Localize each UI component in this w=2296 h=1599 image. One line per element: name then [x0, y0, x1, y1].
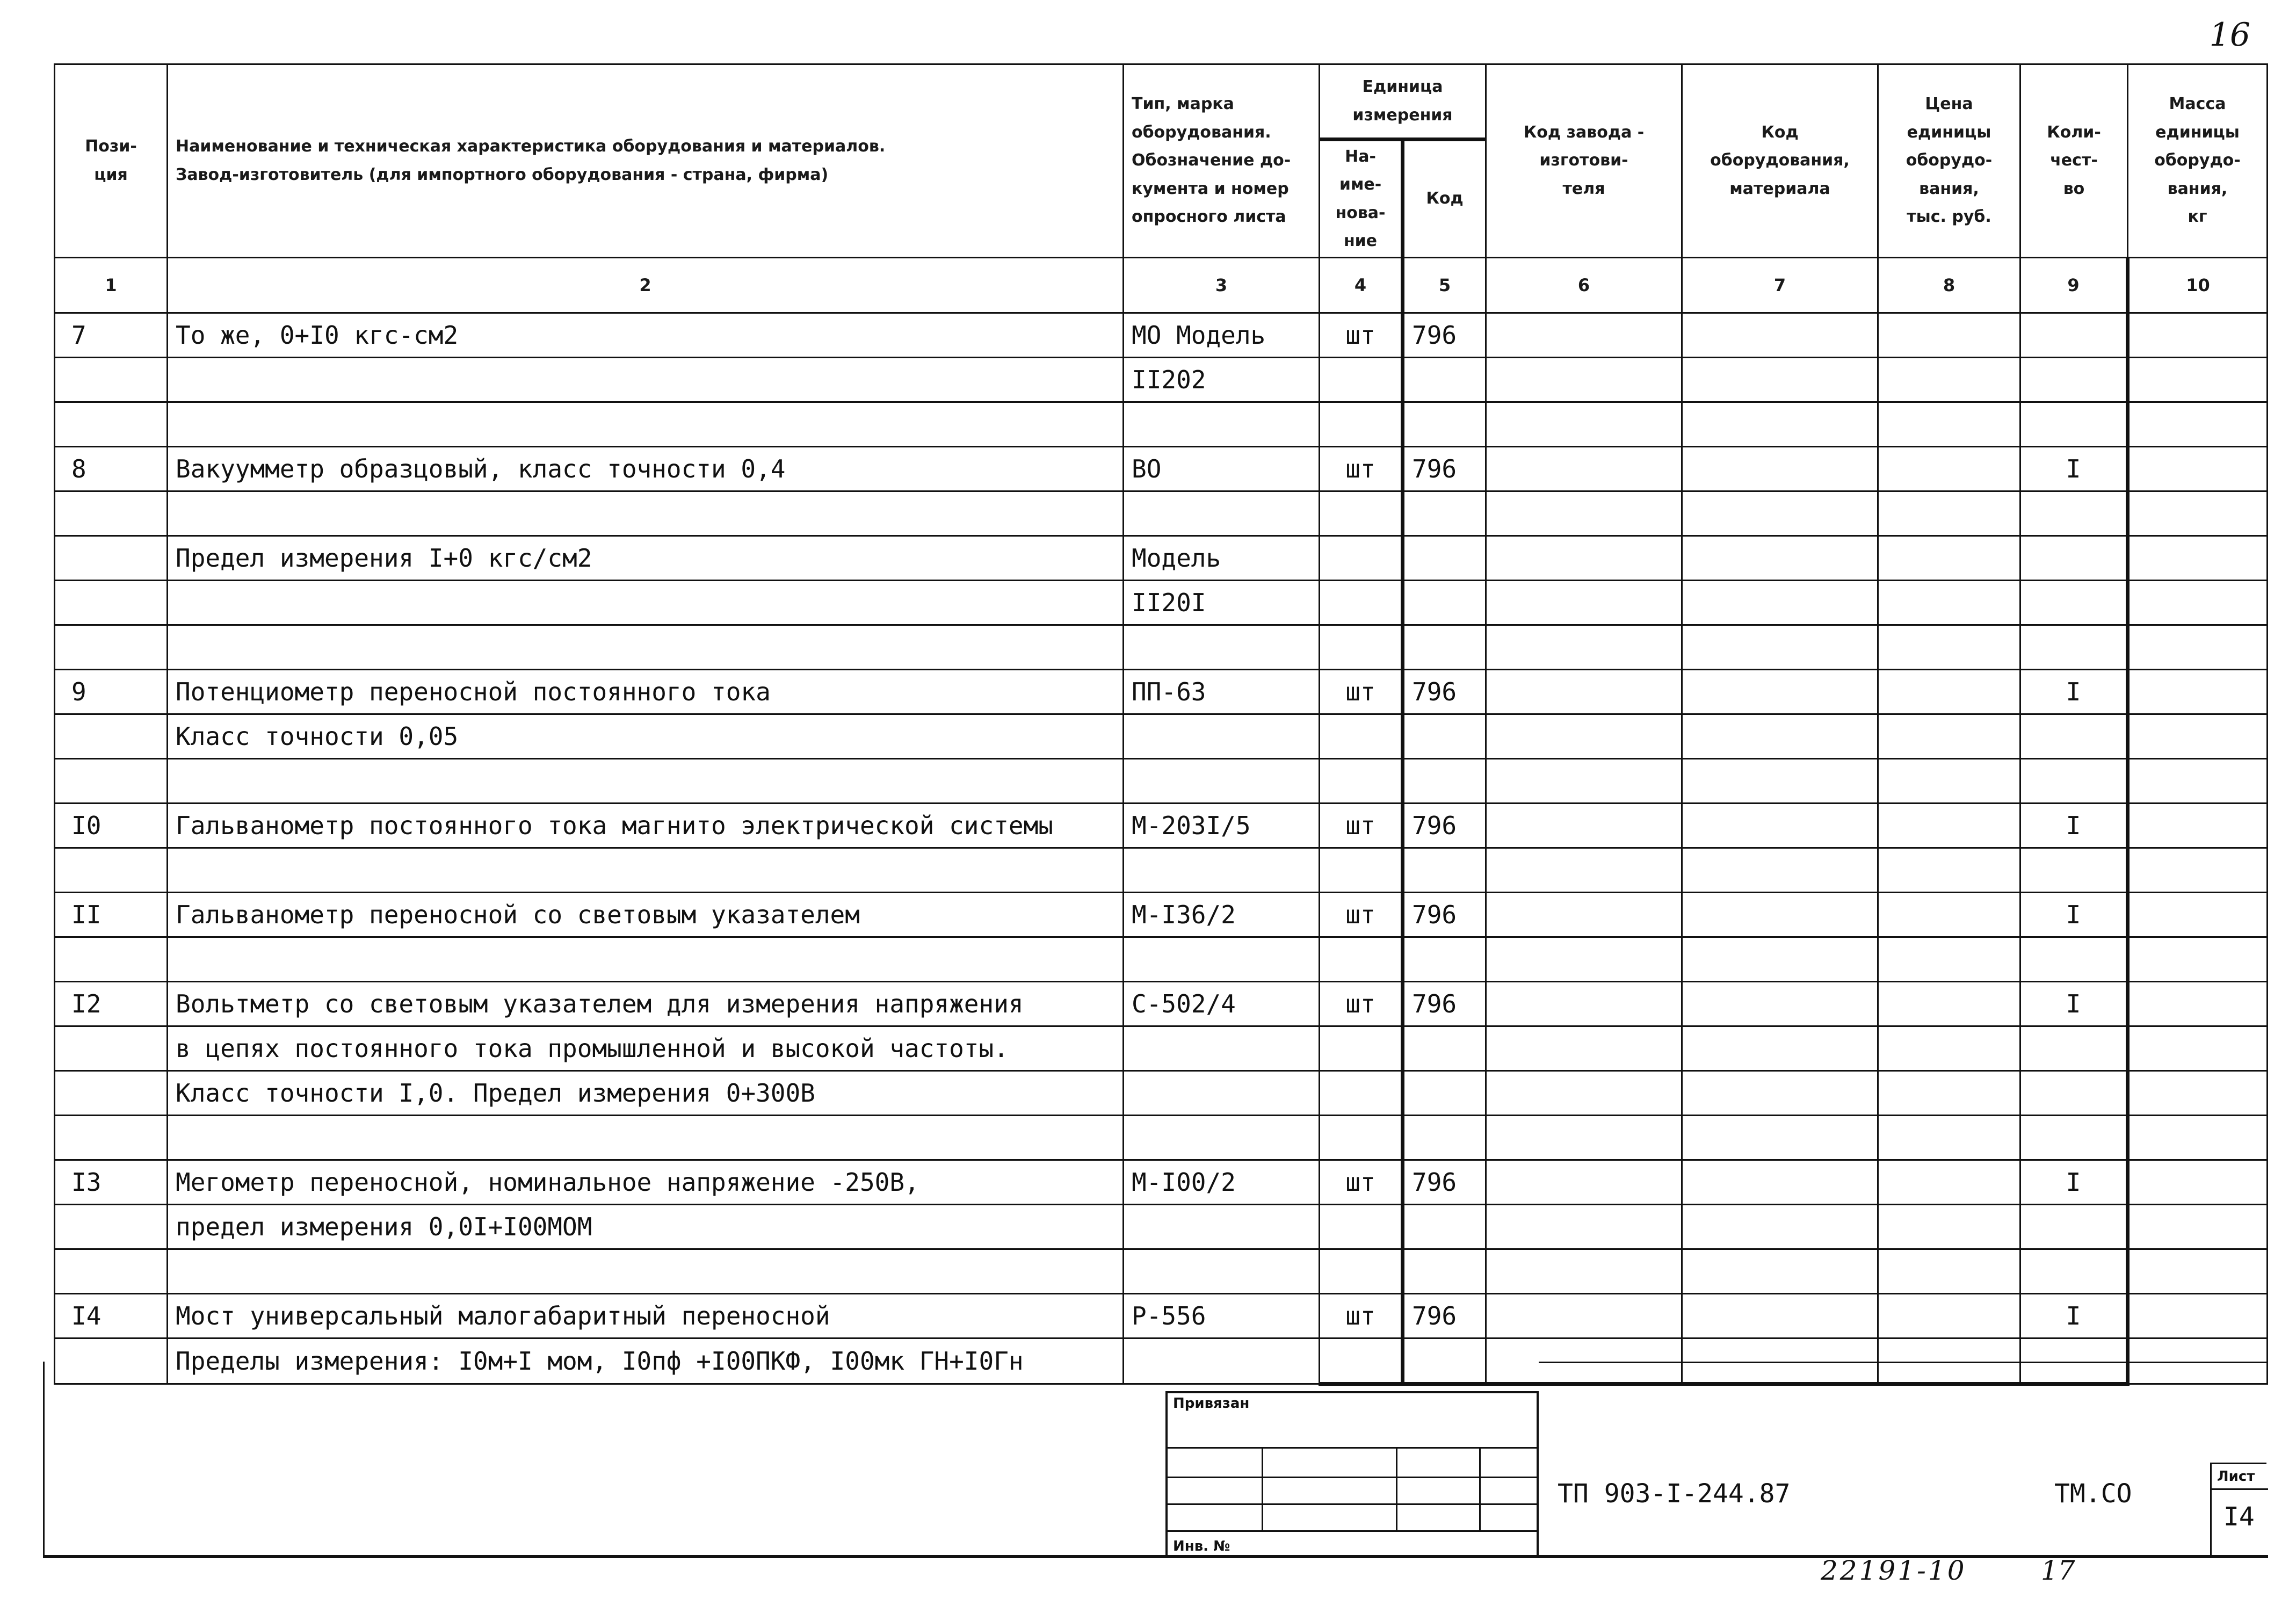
- price-cell: [1878, 714, 2020, 759]
- unit-name-cell: шт: [1320, 1294, 1403, 1338]
- plant-code-cell: [1486, 1071, 1682, 1116]
- unit-code-cell: 796: [1403, 670, 1486, 714]
- mass-cell: [2128, 491, 2268, 536]
- type-cell: ПП-63: [1124, 670, 1320, 714]
- mass-cell: [2128, 804, 2268, 848]
- position-cell: [55, 1026, 168, 1071]
- unit-name-cell: [1320, 581, 1403, 625]
- name-cell: [168, 625, 1124, 670]
- unit-code-cell: [1403, 759, 1486, 804]
- unit-name-cell: [1320, 1071, 1403, 1116]
- name-cell: Мост универсальный малогабаритный переносной: [168, 1294, 1124, 1338]
- table-row: [55, 804, 2268, 848]
- column-number: 7: [1682, 258, 1878, 313]
- table-row: [55, 313, 2268, 358]
- plant-code-cell: [1486, 1026, 1682, 1071]
- quantity-cell: [2020, 313, 2128, 358]
- stamp-title: Привязан: [1173, 1395, 1250, 1412]
- table-row: [55, 937, 2268, 982]
- equipment-code-cell: [1682, 804, 1878, 848]
- unit-code-cell: [1403, 536, 1486, 581]
- mass-cell: [2128, 536, 2268, 581]
- mass-cell: [2128, 1026, 2268, 1071]
- equipment-code-cell: [1682, 491, 1878, 536]
- type-cell: Модель: [1124, 536, 1320, 581]
- equipment-code-cell: [1682, 581, 1878, 625]
- name-cell: Предел измерения I+0 кгс/см2: [168, 536, 1124, 581]
- name-cell: Пределы измерения: I0м+I мом, I0пф +I00ПКФ, I00мк ГН+I0Гн: [168, 1338, 1124, 1384]
- position-cell: [55, 937, 168, 982]
- position-cell: [55, 358, 168, 402]
- quantity-cell: I: [2020, 670, 2128, 714]
- binding-stamp: [1165, 1391, 1539, 1558]
- type-cell: [1124, 625, 1320, 670]
- name-cell: То же, 0+I0 кгс-см2: [168, 313, 1124, 358]
- plant-code-cell: [1486, 491, 1682, 536]
- price-cell: [1878, 1160, 2020, 1205]
- type-cell: II20I: [1124, 581, 1320, 625]
- header-quantity: Коли- чест- во: [2020, 64, 2128, 258]
- quantity-cell: [2020, 536, 2128, 581]
- price-cell: [1878, 670, 2020, 714]
- name-cell: [168, 848, 1124, 893]
- quantity-cell: [2020, 581, 2128, 625]
- unit-name-cell: [1320, 358, 1403, 402]
- price-cell: [1878, 804, 2020, 848]
- quantity-cell: [2020, 1249, 2128, 1294]
- equipment-code-cell: [1682, 670, 1878, 714]
- sheet-box: [2210, 1463, 2266, 1557]
- equipment-specification-table: [54, 63, 2268, 1386]
- equipment-code-cell: [1682, 982, 1878, 1026]
- equipment-code-cell: [1682, 1294, 1878, 1338]
- plant-code-cell: [1486, 1116, 1682, 1160]
- name-cell: Класс точности 0,05: [168, 714, 1124, 759]
- archive-page: 17: [2041, 1555, 2075, 1586]
- header-unit-group: Единица измерения: [1320, 64, 1486, 140]
- price-cell: [1878, 1026, 2020, 1071]
- unit-code-cell: [1403, 1026, 1486, 1071]
- unit-name-cell: шт: [1320, 982, 1403, 1026]
- header-unit-price: Цена единицы оборудо- вания, тыс. руб.: [1878, 64, 2020, 258]
- mass-cell: [2128, 1205, 2268, 1249]
- type-cell: ВО: [1124, 447, 1320, 491]
- position-cell: I2: [55, 982, 168, 1026]
- equipment-code-cell: [1682, 402, 1878, 447]
- header-type: Тип, марка оборудования. Обозначение до- кумента и номер опросного листа: [1124, 64, 1320, 258]
- type-cell: [1124, 402, 1320, 447]
- plant-code-cell: [1486, 625, 1682, 670]
- table-row: [55, 1071, 2268, 1116]
- equipment-code-cell: [1682, 714, 1878, 759]
- plant-code-cell: [1486, 536, 1682, 581]
- table-row: [55, 670, 2268, 714]
- name-cell: [168, 759, 1124, 804]
- unit-code-cell: [1403, 581, 1486, 625]
- price-cell: [1878, 313, 2020, 358]
- price-cell: [1878, 1294, 2020, 1338]
- type-cell: Р-556: [1124, 1294, 1320, 1338]
- inventory-number-label: Инв. №: [1173, 1538, 1230, 1554]
- price-cell: [1878, 491, 2020, 536]
- mass-cell: [2128, 1249, 2268, 1294]
- equipment-code-cell: [1682, 1160, 1878, 1205]
- plant-code-cell: [1486, 1249, 1682, 1294]
- equipment-code-cell: [1682, 447, 1878, 491]
- position-cell: [55, 759, 168, 804]
- unit-code-cell: 796: [1403, 893, 1486, 937]
- equipment-code-cell: [1682, 759, 1878, 804]
- column-number: 1: [55, 258, 168, 313]
- header-equipment-code: Код оборудования, материала: [1682, 64, 1878, 258]
- price-cell: [1878, 625, 2020, 670]
- plant-code-cell: [1486, 714, 1682, 759]
- unit-code-cell: 796: [1403, 313, 1486, 358]
- name-cell: Гальванометр переносной со световым указателем: [168, 893, 1124, 937]
- position-cell: [55, 402, 168, 447]
- table-row: [55, 625, 2268, 670]
- equipment-code-cell: [1682, 536, 1878, 581]
- sheet-label: Лист: [2217, 1468, 2255, 1485]
- unit-name-cell: [1320, 1205, 1403, 1249]
- price-cell: [1878, 581, 2020, 625]
- unit-name-cell: шт: [1320, 670, 1403, 714]
- equipment-code-cell: [1682, 1026, 1878, 1071]
- plant-code-cell: [1486, 893, 1682, 937]
- name-cell: Вакуумметр образцовый, класс точности 0,4: [168, 447, 1124, 491]
- name-cell: [168, 937, 1124, 982]
- quantity-cell: [2020, 1071, 2128, 1116]
- column-number: 2: [168, 258, 1124, 313]
- header-unit-mass: Масса единицы оборудо- вания, кг: [2128, 64, 2268, 258]
- unit-code-cell: [1403, 491, 1486, 536]
- equipment-code-cell: [1682, 893, 1878, 937]
- table-row: [55, 491, 2268, 536]
- position-cell: II: [55, 893, 168, 937]
- table-row: [55, 1160, 2268, 1205]
- unit-name-cell: шт: [1320, 804, 1403, 848]
- quantity-cell: I: [2020, 893, 2128, 937]
- unit-name-cell: шт: [1320, 313, 1403, 358]
- mass-cell: [2128, 670, 2268, 714]
- header-position: Пози- ция: [55, 64, 168, 258]
- unit-code-cell: 796: [1403, 804, 1486, 848]
- unit-name-cell: [1320, 1249, 1403, 1294]
- price-cell: [1878, 402, 2020, 447]
- type-cell: [1124, 759, 1320, 804]
- quantity-cell: [2020, 937, 2128, 982]
- unit-code-cell: 796: [1403, 1294, 1486, 1338]
- name-cell: [168, 358, 1124, 402]
- price-cell: [1878, 982, 2020, 1026]
- page-number: 16: [2209, 16, 2250, 54]
- column-number: 8: [1878, 258, 2020, 313]
- unit-name-cell: [1320, 536, 1403, 581]
- name-cell: Потенциометр переносной постоянного тока: [168, 670, 1124, 714]
- unit-name-cell: [1320, 625, 1403, 670]
- unit-code-cell: [1403, 937, 1486, 982]
- unit-code-cell: [1403, 1205, 1486, 1249]
- position-cell: 8: [55, 447, 168, 491]
- plant-code-cell: [1486, 313, 1682, 358]
- header-unit-name: На- име- нова- ние: [1320, 140, 1403, 258]
- unit-code-cell: [1403, 358, 1486, 402]
- quantity-cell: [2020, 759, 2128, 804]
- mass-cell: [2128, 759, 2268, 804]
- name-cell: Вольтметр со световым указателем для измерения напряжения: [168, 982, 1124, 1026]
- unit-name-cell: шт: [1320, 447, 1403, 491]
- header-name: Наименование и техническая характеристика оборудования и материалов. Завод-изготовитель (для импортного оборудования - страна, фирма): [168, 64, 1124, 258]
- type-cell: [1124, 1116, 1320, 1160]
- mass-cell: [2128, 358, 2268, 402]
- equipment-code-cell: [1682, 1205, 1878, 1249]
- price-cell: [1878, 1071, 2020, 1116]
- position-cell: [55, 848, 168, 893]
- unit-name-cell: [1320, 759, 1403, 804]
- mass-cell: [2128, 447, 2268, 491]
- plant-code-cell: [1486, 804, 1682, 848]
- name-cell: Мегометр переносной, номинальное напряжение -250В,: [168, 1160, 1124, 1205]
- unit-code-cell: [1403, 714, 1486, 759]
- quantity-cell: I: [2020, 447, 2128, 491]
- mass-cell: [2128, 848, 2268, 893]
- quantity-cell: [2020, 625, 2128, 670]
- position-cell: [55, 1071, 168, 1116]
- quantity-cell: [2020, 402, 2128, 447]
- unit-code-cell: 796: [1403, 982, 1486, 1026]
- position-cell: [55, 581, 168, 625]
- price-cell: [1878, 1116, 2020, 1160]
- table-row: [55, 358, 2268, 402]
- plant-code-cell: [1486, 402, 1682, 447]
- table-row: [55, 1249, 2268, 1294]
- price-cell: [1878, 848, 2020, 893]
- table-row: [55, 1294, 2268, 1338]
- column-number-row: [55, 258, 2268, 313]
- quantity-cell: [2020, 491, 2128, 536]
- price-cell: [1878, 759, 2020, 804]
- price-cell: [1878, 1249, 2020, 1294]
- table-row: [55, 536, 2268, 581]
- position-cell: [55, 536, 168, 581]
- equipment-code-cell: [1682, 1116, 1878, 1160]
- project-code: ТП 903-I-244.87: [1558, 1479, 1791, 1509]
- equipment-code-cell: [1682, 848, 1878, 893]
- title-block: [1539, 1362, 2266, 1555]
- unit-name-cell: [1320, 1026, 1403, 1071]
- plant-code-cell: [1486, 670, 1682, 714]
- plant-code-cell: [1486, 358, 1682, 402]
- equipment-code-cell: [1682, 358, 1878, 402]
- document-mark: ТМ.СО: [2054, 1479, 2132, 1509]
- position-cell: [55, 1205, 168, 1249]
- mass-cell: [2128, 625, 2268, 670]
- name-cell: [168, 1116, 1124, 1160]
- mass-cell: [2128, 893, 2268, 937]
- table-row: [55, 714, 2268, 759]
- unit-name-cell: [1320, 937, 1403, 982]
- quantity-cell: I: [2020, 1294, 2128, 1338]
- position-cell: 9: [55, 670, 168, 714]
- name-cell: Класс точности I,0. Предел измерения 0+300В: [168, 1071, 1124, 1116]
- type-cell: [1124, 491, 1320, 536]
- mass-cell: [2128, 581, 2268, 625]
- position-cell: [55, 714, 168, 759]
- column-number: 5: [1403, 258, 1486, 313]
- table-row: [55, 848, 2268, 893]
- quantity-cell: [2020, 1205, 2128, 1249]
- mass-cell: [2128, 714, 2268, 759]
- type-cell: II202: [1124, 358, 1320, 402]
- mass-cell: [2128, 402, 2268, 447]
- mass-cell: [2128, 982, 2268, 1026]
- table-row: [55, 581, 2268, 625]
- name-cell: [168, 581, 1124, 625]
- quantity-cell: [2020, 1116, 2128, 1160]
- price-cell: [1878, 447, 2020, 491]
- mass-cell: [2128, 1116, 2268, 1160]
- position-cell: I3: [55, 1160, 168, 1205]
- archive-code: 22191-10: [1821, 1555, 1967, 1586]
- type-cell: [1124, 1071, 1320, 1116]
- quantity-cell: [2020, 714, 2128, 759]
- column-number: 3: [1124, 258, 1320, 313]
- unit-code-cell: [1403, 625, 1486, 670]
- type-cell: [1124, 1205, 1320, 1249]
- price-cell: [1878, 358, 2020, 402]
- unit-code-cell: [1403, 402, 1486, 447]
- type-cell: [1124, 1026, 1320, 1071]
- unit-name-cell: шт: [1320, 1160, 1403, 1205]
- price-cell: [1878, 893, 2020, 937]
- plant-code-cell: [1486, 759, 1682, 804]
- table-row: [55, 1026, 2268, 1071]
- name-cell: Гальванометр постоянного тока магнито электрической системы: [168, 804, 1124, 848]
- table-row: [55, 1116, 2268, 1160]
- type-cell: [1124, 1249, 1320, 1294]
- unit-code-cell: [1403, 1116, 1486, 1160]
- unit-code-cell: 796: [1403, 1160, 1486, 1205]
- plant-code-cell: [1486, 1205, 1682, 1249]
- plant-code-cell: [1486, 447, 1682, 491]
- quantity-cell: I: [2020, 982, 2128, 1026]
- plant-code-cell: [1486, 982, 1682, 1026]
- type-cell: [1124, 714, 1320, 759]
- unit-name-cell: [1320, 1116, 1403, 1160]
- unit-code-cell: 796: [1403, 447, 1486, 491]
- position-cell: [55, 1116, 168, 1160]
- type-cell: [1124, 848, 1320, 893]
- unit-code-cell: [1403, 1249, 1486, 1294]
- price-cell: [1878, 536, 2020, 581]
- equipment-code-cell: [1682, 625, 1878, 670]
- equipment-code-cell: [1682, 937, 1878, 982]
- column-number: 10: [2128, 258, 2268, 313]
- equipment-code-cell: [1682, 1071, 1878, 1116]
- unit-name-cell: [1320, 848, 1403, 893]
- position-cell: I0: [55, 804, 168, 848]
- mass-cell: [2128, 1071, 2268, 1116]
- quantity-cell: [2020, 358, 2128, 402]
- table-row: [55, 759, 2268, 804]
- plant-code-cell: [1486, 581, 1682, 625]
- mass-cell: [2128, 313, 2268, 358]
- plant-code-cell: [1486, 1160, 1682, 1205]
- position-cell: [55, 625, 168, 670]
- unit-name-cell: [1320, 402, 1403, 447]
- plant-code-cell: [1486, 937, 1682, 982]
- name-cell: [168, 1249, 1124, 1294]
- table-row: [55, 893, 2268, 937]
- type-cell: С-502/4: [1124, 982, 1320, 1026]
- column-number: 6: [1486, 258, 1682, 313]
- quantity-cell: I: [2020, 1160, 2128, 1205]
- unit-name-cell: [1320, 714, 1403, 759]
- quantity-cell: [2020, 1026, 2128, 1071]
- price-cell: [1878, 1205, 2020, 1249]
- unit-name-cell: [1320, 491, 1403, 536]
- name-cell: предел измерения 0,0I+I00МОМ: [168, 1205, 1124, 1249]
- sheet-number: I4: [2223, 1502, 2255, 1532]
- plant-code-cell: [1486, 1294, 1682, 1338]
- column-number: 4: [1320, 258, 1403, 313]
- plant-code-cell: [1486, 848, 1682, 893]
- type-cell: М-I00/2: [1124, 1160, 1320, 1205]
- type-cell: МО Модель: [1124, 313, 1320, 358]
- type-cell: М-203I/5: [1124, 804, 1320, 848]
- quantity-cell: I: [2020, 804, 2128, 848]
- column-number: 9: [2020, 258, 2128, 313]
- position-cell: [55, 491, 168, 536]
- position-cell: [55, 1249, 168, 1294]
- position-cell: 7: [55, 313, 168, 358]
- unit-code-cell: [1403, 1071, 1486, 1116]
- quantity-cell: [2020, 848, 2128, 893]
- unit-code-cell: [1403, 848, 1486, 893]
- mass-cell: [2128, 937, 2268, 982]
- type-cell: [1124, 937, 1320, 982]
- type-cell: М-I36/2: [1124, 893, 1320, 937]
- equipment-code-cell: [1682, 313, 1878, 358]
- name-cell: [168, 491, 1124, 536]
- table-row: [55, 402, 2268, 447]
- table-row: [55, 982, 2268, 1026]
- price-cell: [1878, 937, 2020, 982]
- table-row: [55, 447, 2268, 491]
- name-cell: [168, 402, 1124, 447]
- header-unit-code: Код: [1403, 140, 1486, 258]
- position-cell: I4: [55, 1294, 168, 1338]
- unit-name-cell: шт: [1320, 893, 1403, 937]
- name-cell: в цепях постоянного тока промышленной и высокой частоты.: [168, 1026, 1124, 1071]
- header-plant-code: Код завода - изготови- теля: [1486, 64, 1682, 258]
- equipment-code-cell: [1682, 1249, 1878, 1294]
- mass-cell: [2128, 1160, 2268, 1205]
- mass-cell: [2128, 1294, 2268, 1338]
- table-row: [55, 1205, 2268, 1249]
